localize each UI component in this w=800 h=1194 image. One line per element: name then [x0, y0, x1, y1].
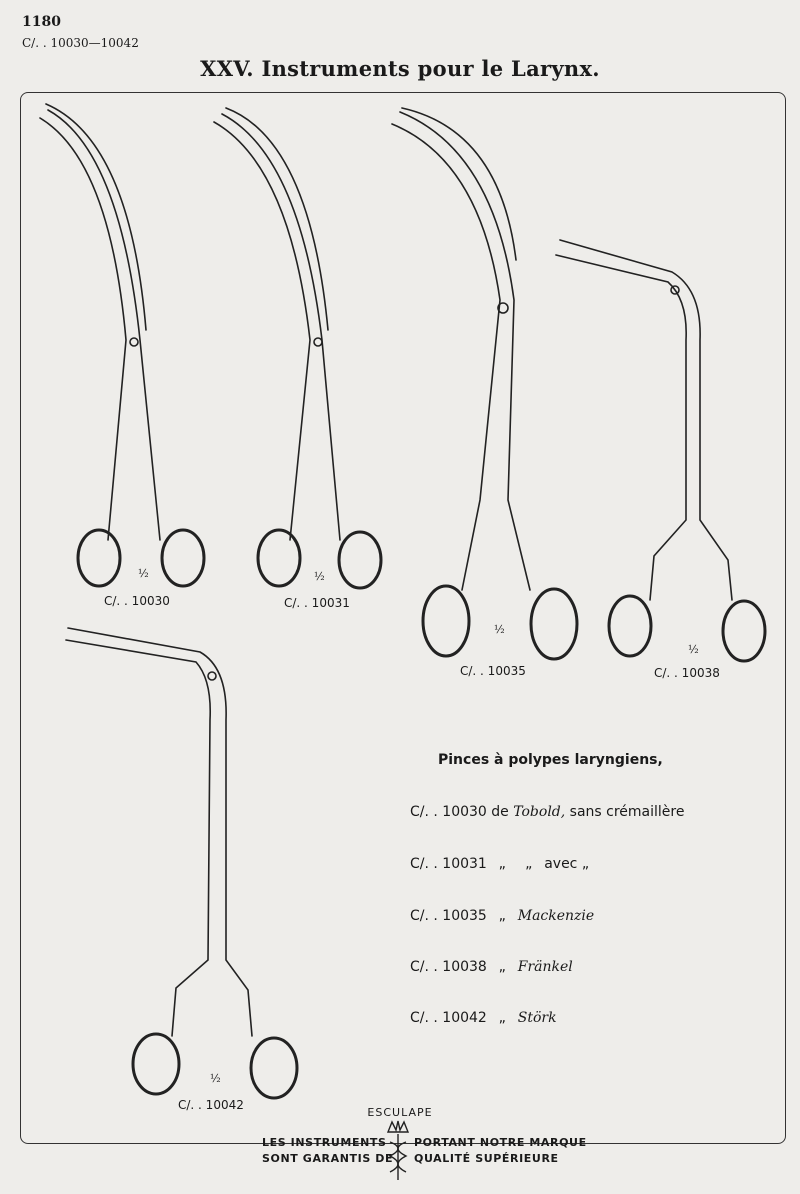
legend-name: „ — [525, 856, 533, 872]
legend-text: „ — [498, 959, 506, 975]
footer-line1-right: PORTANT NOTRE MARQUE — [414, 1136, 587, 1149]
forceps-10042-drawing — [66, 628, 297, 1098]
legend-code: C/. . 10042 — [410, 1010, 487, 1026]
legend-name: Fränkel — [517, 959, 573, 975]
legend-code: C/. . 10031 — [410, 856, 487, 872]
legend-row — [410, 856, 589, 872]
page-number: 1180 — [22, 14, 61, 30]
legend-text: „ — [498, 1010, 506, 1026]
legend-title: Pinces à polypes laryngiens, — [438, 752, 663, 768]
forceps-10035-drawing — [392, 108, 577, 659]
scale-10042: ½ — [210, 1072, 221, 1085]
legend-code: C/. . 10030 — [410, 804, 487, 820]
legend-text: „ — [498, 856, 506, 872]
legend-code: C/. . 10038 — [410, 959, 487, 975]
legend-text: „ — [498, 908, 506, 924]
code-10038: C/. . 10038 — [654, 666, 720, 680]
code-10031: C/. . 10031 — [284, 596, 350, 610]
forceps-10031-drawing — [214, 108, 381, 588]
scale-10030: ½ — [138, 567, 149, 580]
legend-name: Mackenzie — [517, 908, 595, 924]
forceps-10038-drawing — [556, 240, 765, 661]
forceps-10030-drawing — [40, 104, 204, 586]
code-10042: C/. . 10042 — [178, 1098, 244, 1112]
legend-suffix: avec „ — [544, 856, 590, 872]
scale-10035: ½ — [494, 623, 505, 636]
footer-line1-left: LES INSTRUMENTS — [262, 1136, 387, 1149]
catalog-range: C/. . 10030—10042 — [22, 36, 139, 50]
footer-line2-left: SONT GARANTIS DE — [262, 1152, 394, 1165]
brand-name: ESCULAPE — [367, 1106, 433, 1119]
scale-10031: ½ — [314, 570, 325, 583]
scale-10038: ½ — [688, 643, 699, 656]
caduceus-crown-icon — [382, 1118, 414, 1184]
legend-name: Tobold, — [513, 804, 566, 820]
code-10030: C/. . 10030 — [104, 594, 170, 608]
legend-suffix: sans crémaillère — [569, 804, 685, 820]
code-10035: C/. . 10035 — [460, 664, 526, 678]
legend-row — [410, 1010, 557, 1026]
legend-text: de — [491, 804, 509, 820]
legend-row — [410, 804, 684, 820]
page-title: XXV. Instruments pour le Larynx. — [200, 56, 600, 81]
legend-name: Störk — [517, 1010, 557, 1026]
footer-line2-right: QUALITÉ SUPÉRIEURE — [414, 1152, 559, 1165]
legend-row — [410, 959, 573, 975]
legend-row — [410, 908, 594, 924]
legend-code: C/. . 10035 — [410, 908, 487, 924]
